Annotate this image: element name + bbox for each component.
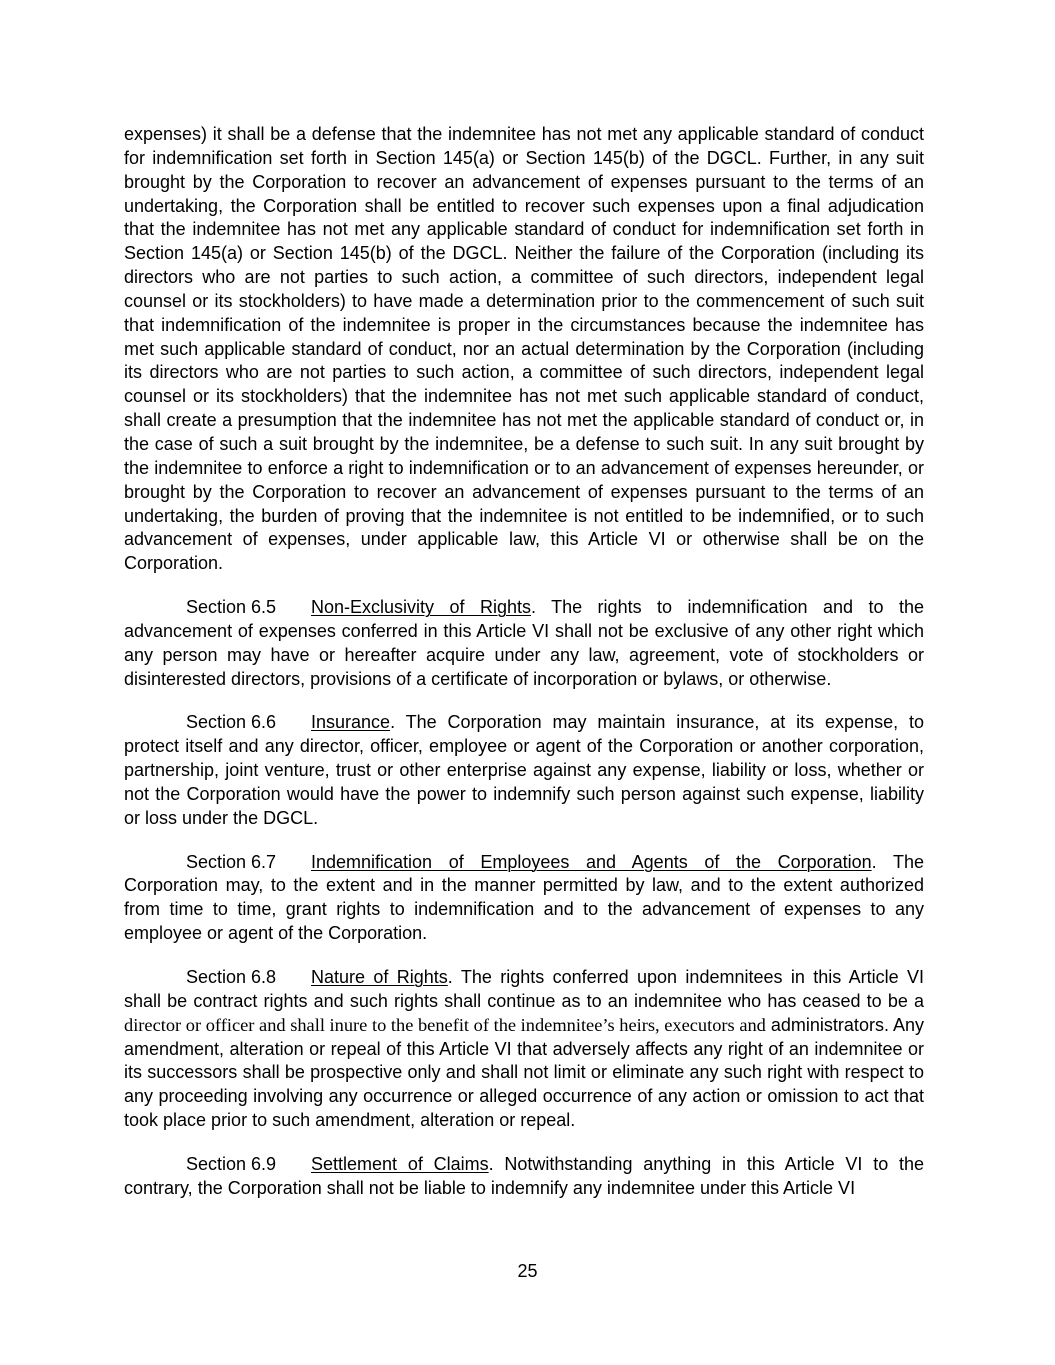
section-title: Settlement of Claims xyxy=(311,1153,489,1174)
document-body xyxy=(124,123,924,1201)
section-title: Nature of Rights xyxy=(311,967,448,987)
section-number: Section 6.7 xyxy=(186,851,277,872)
section-6-9-paragraph xyxy=(124,1153,924,1201)
section-6-5-paragraph xyxy=(124,596,924,691)
opening-paragraph: expenses) it shall be a defense that the indemnitee has not met any applicable standard of conduct for indemnification set forth in Section 145(a) or Section 145(b) of the DGCL. Further, in any suit brought by the Corporation to recover an advancement of expenses pursuant to the terms of an undertaking, the Corporation shall be entitled to recover such expenses upon a final adjudication that the indemnitee has not met any applicable standard of conduct for indemnification set forth in Section 145(a) or Section 145(b) of the DGCL. Neither the failure of the Corporation (including its directors who are not parties to such action, a committee of such directors, independent legal counsel or its stockholders) to have made a determination prior to the commencement of such suit that indemnification of the indemnitee is proper in the circumstances because the indemnitee has met such applicable standard of conduct, nor an actual determination by the Corporation (including its directors who are not parties to such action, a committee of such directors, independent legal counsel or its stockholders) that the indemnitee has not met such applicable standard of conduct, shall create a presumption that the indemnitee has not met the applicable standard of conduct or, in the case of such a suit brought by the indemnitee, be a defense to such suit. In any suit brought by the indemnitee to enforce a right to indemnification or to an advancement of expenses hereunder, or brought by the Corporation to recover an advancement of expenses pursuant to the terms of an undertaking, the burden of proving that the indemnitee is not entitled to be indemnified, or to such advancement of expenses, under applicable law, this Article VI or otherwise shall be on the Corporation. xyxy=(124,124,924,574)
section-text: . The Corporation may maintain insurance, at its expense, to protect itself and any director, officer, employee or agent of the Corporation or another corporation, partnership, joint venture, trust or other enterprise against any expense, liability or loss, whether or not the Corporation would have the power to indemnify such person against such expense, liability or loss under the DGCL. xyxy=(124,712,924,828)
section-text: . The rights conferred upon indemnitees in this Article VI shall be contract rights and such rights shall continue as to an indemnitee who has ceased to be a xyxy=(124,967,924,1011)
section-number: Section 6.6 xyxy=(186,712,277,733)
section-number: Section 6.8 xyxy=(186,967,277,987)
section-text-serif: director or officer and shall inure to the benefit of the indemnitee’s heirs, executors and xyxy=(124,1014,766,1035)
section-number: Section 6.9 xyxy=(186,1153,277,1174)
section-title: Non-Exclusivity of Rights xyxy=(311,597,531,618)
section-6-6-paragraph xyxy=(124,711,924,830)
section-6-8-paragraph xyxy=(124,966,924,1133)
section-6-7-paragraph xyxy=(124,851,924,946)
section-text: . Notwithstanding anything in this Article VI to the contrary, the Corporation shall not be liable to indemnify any indemnitee under this Article VI xyxy=(124,1153,924,1198)
section-text: . The Corporation may, to the extent and in the manner permitted by law, and to the extent authorized from time to time, grant rights to indemnification and to the advancement of expenses to any employee or agent of the Corporation. xyxy=(124,851,924,944)
section-title: Indemnification of Employees and Agents of the Corporation xyxy=(311,851,872,872)
section-text-continued: administrators. Any amendment, alteration or repeal of this Article VI that adversely affects any right of an indemnitee or its successors shall be prospective only and shall not limit or eliminate any such right with respect to any proceeding involving any occurrence or alleged occurrence of any action or omission to act that took place prior to such amendment, alteration or repeal. xyxy=(124,1014,924,1131)
section-number: Section 6.5 xyxy=(186,597,277,618)
section-text: . The rights to indemnification and to the advancement of expenses conferred in this Article VI shall not be exclusive of any other right which any person may have or hereafter acquire under any law, agreement, vote of stockholders or disinterested directors, provisions of a certificate of incorporation or bylaws, or otherwise. xyxy=(124,597,924,689)
section-title: Insurance xyxy=(311,712,391,733)
page-number: 25 xyxy=(517,1261,538,1281)
